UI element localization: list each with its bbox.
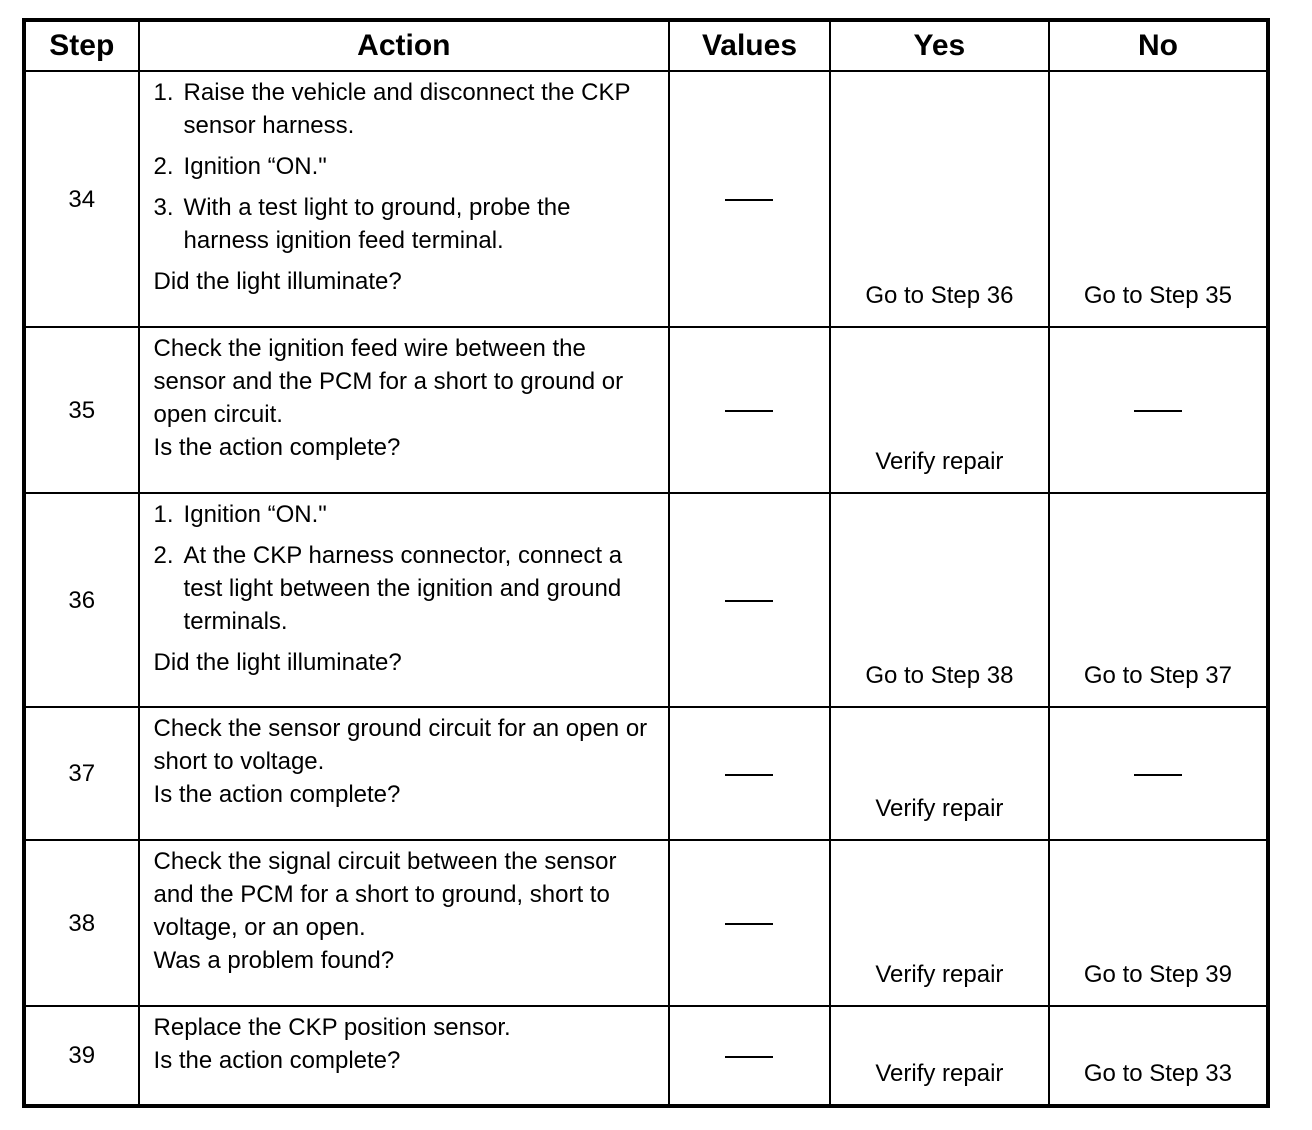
- dash-mark: [725, 600, 773, 602]
- item-number: 3.: [153, 194, 174, 221]
- item-number: 2.: [153, 542, 174, 569]
- item-text: Raise the vehicle and disconnect the CKP sensor harness.: [183, 79, 631, 139]
- values-cell: [669, 327, 830, 493]
- dash-mark: [725, 774, 773, 776]
- item-number: 1.: [153, 501, 174, 528]
- step-number: 34: [24, 71, 139, 327]
- values-cell: [669, 1006, 830, 1106]
- item-number: 2.: [153, 153, 174, 180]
- table-row: [24, 327, 1268, 493]
- no-cell: [1049, 327, 1268, 493]
- dash-mark: [1134, 774, 1182, 776]
- action-question: Was a problem found?: [153, 947, 395, 974]
- dash-mark: [725, 1056, 773, 1058]
- header-yes: Yes: [830, 20, 1049, 71]
- item-text: With a test light to ground, probe the harness ignition feed terminal.: [183, 194, 571, 254]
- dash-mark: [1134, 410, 1182, 412]
- dash-mark: [725, 410, 773, 412]
- header-step: Step: [24, 20, 139, 71]
- action-cell: [139, 327, 670, 493]
- item-text: Ignition “ON.": [183, 153, 327, 180]
- table-row: [24, 707, 1268, 840]
- dash-mark: [725, 923, 773, 925]
- header-no: No: [1049, 20, 1268, 71]
- values-cell: [669, 707, 830, 840]
- item-text: At the CKP harness connector, connect a test light between the ignition and ground terminals.: [183, 542, 623, 635]
- step-number: 37: [24, 707, 139, 840]
- action-cell: [139, 71, 670, 327]
- action-question: Did the light illuminate?: [153, 649, 402, 676]
- item-number: 1.: [153, 79, 174, 106]
- action-question: Is the action complete?: [153, 781, 401, 808]
- action-text: Check the signal circuit between the sensor and the PCM for a short to ground, short to voltage, or an open.: [153, 848, 617, 941]
- action-item: [154, 191, 659, 257]
- yes-cell: Verify repair: [830, 327, 1049, 493]
- header-row: [24, 20, 1268, 71]
- yes-cell: Verify repair: [830, 840, 1049, 1006]
- table-row: [24, 840, 1268, 1006]
- item-text: Ignition “ON.": [183, 501, 327, 528]
- action-cell: [139, 840, 670, 1006]
- no-cell: Go to Step 35: [1049, 71, 1268, 327]
- dash-mark: [725, 199, 773, 201]
- action-text: Check the ignition feed wire between the sensor and the PCM for a short to ground or open circuit.: [153, 335, 624, 428]
- table-row: [24, 493, 1268, 707]
- table-row: [24, 1006, 1268, 1106]
- values-cell: [669, 840, 830, 1006]
- action-item: [154, 76, 659, 142]
- values-cell: [669, 493, 830, 707]
- yes-cell: Verify repair: [830, 707, 1049, 840]
- no-cell: [1049, 707, 1268, 840]
- yes-cell: Verify repair: [830, 1006, 1049, 1106]
- header-action: Action: [139, 20, 670, 71]
- step-number: 35: [24, 327, 139, 493]
- action-question: Is the action complete?: [153, 1047, 401, 1074]
- yes-cell: Go to Step 36: [830, 71, 1049, 327]
- table-row: [24, 71, 1268, 327]
- yes-cell: Go to Step 38: [830, 493, 1049, 707]
- step-number: 36: [24, 493, 139, 707]
- diagnostic-table: [22, 18, 1270, 1108]
- no-cell: Go to Step 33: [1049, 1006, 1268, 1106]
- no-cell: Go to Step 39: [1049, 840, 1268, 1006]
- step-number: 38: [24, 840, 139, 1006]
- no-cell: Go to Step 37: [1049, 493, 1268, 707]
- header-values: Values: [669, 20, 830, 71]
- action-cell: [139, 493, 670, 707]
- action-question: Did the light illuminate?: [153, 268, 402, 295]
- action-cell: [139, 1006, 670, 1106]
- action-cell: [139, 707, 670, 840]
- action-question: Is the action complete?: [153, 434, 401, 461]
- action-text: Replace the CKP position sensor.: [153, 1014, 511, 1041]
- step-number: 39: [24, 1006, 139, 1106]
- action-item: [154, 539, 659, 638]
- values-cell: [669, 71, 830, 327]
- action-item: [154, 150, 659, 183]
- action-text: Check the sensor ground circuit for an open or short to voltage.: [153, 715, 648, 775]
- action-item: [154, 498, 659, 531]
